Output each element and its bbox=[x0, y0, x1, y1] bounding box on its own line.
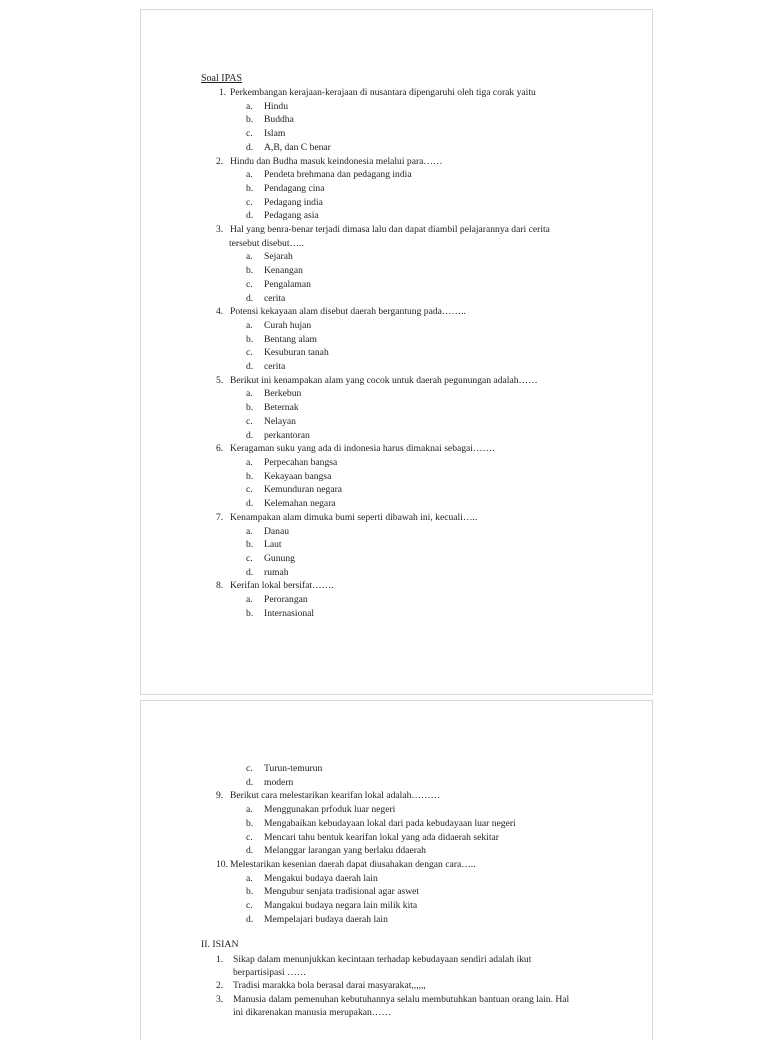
question-text: Berikut cara melestarikan kearifan lokal adalah……… bbox=[230, 790, 441, 802]
answer-option bbox=[141, 182, 652, 196]
option-letter: b. bbox=[246, 817, 254, 829]
question-item bbox=[141, 223, 652, 237]
document-page-2 bbox=[140, 700, 653, 1040]
isian-text: Tradisi marakka bola berasal darai masyarakat,,,,,, bbox=[233, 980, 426, 992]
option-text: Mangakui budaya negara lain milik kita bbox=[264, 900, 418, 912]
answer-option bbox=[141, 250, 652, 264]
option-text: Islam bbox=[264, 128, 286, 140]
option-text: Mempelajari budaya daerah lain bbox=[264, 913, 388, 925]
question-text-continued: tersebut disebut….. bbox=[229, 237, 304, 249]
option-letter: a. bbox=[246, 388, 253, 400]
answer-option bbox=[141, 831, 652, 845]
option-letter: d. bbox=[246, 566, 254, 578]
option-letter: b. bbox=[246, 886, 254, 898]
question-text: Melestarikan kesenian daerah dapat diusahakan dengan cara….. bbox=[230, 858, 476, 870]
option-text: modern bbox=[264, 776, 294, 788]
option-letter: c. bbox=[246, 128, 253, 140]
option-text: Sejarah bbox=[264, 251, 293, 263]
answer-option bbox=[141, 913, 652, 927]
answer-option bbox=[141, 292, 652, 306]
question-number: 5. bbox=[216, 374, 224, 386]
option-text: Gunung bbox=[264, 552, 295, 564]
option-text: Curah hujan bbox=[264, 319, 312, 331]
question-text: Perkembangan kerajaan-kerajaan di nusantara dipengaruhi oleh tiga corak yaitu bbox=[230, 87, 536, 98]
option-text: cerita bbox=[264, 361, 286, 373]
answer-option bbox=[141, 127, 652, 141]
question-number: 4. bbox=[216, 306, 224, 318]
document-title: Soal IPAS bbox=[201, 73, 243, 84]
option-text: Pedagang asia bbox=[264, 210, 319, 222]
question-number: 10. bbox=[216, 858, 228, 870]
option-text: Perorangan bbox=[264, 594, 308, 606]
isian-number: 1. bbox=[216, 954, 224, 965]
option-letter: d. bbox=[246, 210, 254, 222]
option-letter: b. bbox=[246, 607, 254, 619]
isian-item bbox=[141, 993, 652, 1006]
question-text: Hindu dan Budha masuk keindonesia melalui para…… bbox=[230, 155, 443, 167]
option-letter: d. bbox=[246, 913, 254, 925]
option-letter: b. bbox=[246, 333, 254, 345]
answer-option bbox=[141, 844, 652, 858]
question-item bbox=[141, 86, 652, 100]
option-letter: d. bbox=[246, 361, 254, 373]
option-text: Kesuburan tanah bbox=[264, 347, 329, 359]
question-number: 6. bbox=[216, 443, 224, 455]
isian-number: 3. bbox=[216, 993, 224, 1005]
option-letter: c. bbox=[246, 552, 253, 564]
option-letter: a. bbox=[246, 100, 253, 112]
option-letter: d. bbox=[246, 141, 254, 153]
question-text: Keragaman suku yang ada di indonesia harus dimaknai sebagai……. bbox=[230, 443, 495, 455]
answer-option bbox=[141, 803, 652, 817]
answer-option bbox=[141, 415, 652, 429]
option-text: Mengakui budaya daerah lain bbox=[264, 872, 378, 884]
option-text: Turun-temurun bbox=[264, 763, 323, 774]
answer-option bbox=[141, 525, 652, 539]
answer-option bbox=[141, 113, 652, 127]
isian-list bbox=[141, 953, 652, 1019]
question-text: Berikut ini kenampakan alam yang cocok untuk daerah pegunungan adalah…… bbox=[230, 374, 538, 386]
question-text: Potensi kekayaan alam disebut daerah bergantung pada…….. bbox=[230, 306, 466, 318]
answer-option bbox=[141, 429, 652, 443]
option-text: Melanggar larangan yang berlaku ddaerah bbox=[264, 845, 426, 857]
option-letter: c. bbox=[246, 196, 253, 208]
answer-option bbox=[141, 319, 652, 333]
answer-option bbox=[141, 762, 652, 776]
answer-option bbox=[141, 885, 652, 899]
option-text: Bentang alam bbox=[264, 333, 318, 345]
option-letter: d. bbox=[246, 292, 254, 304]
option-text: Kelemahan negara bbox=[264, 498, 336, 510]
document-page-1 bbox=[140, 9, 653, 695]
option-letter: b. bbox=[246, 402, 254, 414]
isian-text-continued: ini dikarenakan manusia merupakan…… bbox=[233, 1006, 391, 1018]
option-letter: d. bbox=[246, 776, 254, 788]
option-text: A,B, dan C benar bbox=[264, 141, 331, 153]
option-text: Perpecahan bangsa bbox=[264, 456, 338, 468]
option-letter: b. bbox=[246, 265, 254, 277]
answer-option bbox=[141, 387, 652, 401]
option-letter: d. bbox=[246, 498, 254, 510]
question-list-continued bbox=[141, 762, 652, 926]
option-text: Kekayaan bangsa bbox=[264, 470, 332, 482]
question-text: Kenampakan alam dimuka bumi seperti dibawah ini, kecuali….. bbox=[230, 511, 478, 523]
option-text: Danau bbox=[264, 525, 290, 537]
option-letter: d. bbox=[246, 845, 254, 857]
isian-text: Sikap dalam menunjukkan kecintaan terhadap kebudayaan sendiri adalah ikut bbox=[233, 954, 532, 965]
option-text: Mencari tahu bentuk kearifan lokal yang ada didaerah sekitar bbox=[264, 831, 499, 843]
option-letter: d. bbox=[246, 429, 254, 441]
answer-option bbox=[141, 776, 652, 790]
answer-option bbox=[141, 593, 652, 607]
answer-option bbox=[141, 552, 652, 566]
option-text: Internasional bbox=[264, 607, 315, 619]
option-letter: c. bbox=[246, 484, 253, 496]
option-text: Pendeta brehmana dan pedagang india bbox=[264, 169, 412, 181]
isian-item bbox=[141, 953, 652, 966]
question-number: 7. bbox=[216, 511, 224, 523]
question-number: 1. bbox=[219, 87, 227, 98]
question-item bbox=[141, 579, 652, 593]
question-number: 3. bbox=[216, 224, 224, 236]
answer-option bbox=[141, 497, 652, 511]
option-text: Mengubur senjata tradisional agar aswet bbox=[264, 886, 420, 898]
option-letter: a. bbox=[246, 594, 253, 606]
option-text: Pedagang india bbox=[264, 196, 323, 208]
option-letter: c. bbox=[246, 900, 253, 912]
question-number: 9. bbox=[216, 790, 224, 802]
question-item bbox=[141, 374, 652, 388]
question-text: Kerifan lokal bersifat……. bbox=[230, 580, 334, 592]
answer-option bbox=[141, 470, 652, 484]
option-text: Buddha bbox=[264, 114, 294, 126]
isian-text-continued: berpartisipasi …… bbox=[233, 967, 307, 979]
answer-option bbox=[141, 346, 652, 360]
answer-option bbox=[141, 196, 652, 210]
isian-text: Manusia dalam pemenuhan kebutuhannya selalu membutuhkan bantuan orang lain. Hal bbox=[233, 993, 570, 1005]
option-letter: a. bbox=[246, 872, 253, 884]
option-text: Kemunduran negara bbox=[264, 484, 343, 496]
option-text: Hindu bbox=[264, 100, 288, 112]
option-letter: b. bbox=[246, 470, 254, 482]
isian-item bbox=[141, 979, 652, 992]
answer-option bbox=[141, 209, 652, 223]
answer-option bbox=[141, 333, 652, 347]
answer-option bbox=[141, 817, 652, 831]
option-text: Laut bbox=[264, 539, 282, 551]
option-text: Kenangan bbox=[264, 265, 303, 277]
option-letter: a. bbox=[246, 525, 253, 537]
option-text: rumah bbox=[264, 566, 289, 578]
answer-option bbox=[141, 141, 652, 155]
question-text: Hal yang benra-benar terjadi dimasa lalu dan dapat diambil pelajarannya dari cerita bbox=[230, 224, 550, 236]
option-text: cerita bbox=[264, 292, 286, 304]
answer-option bbox=[141, 100, 652, 114]
option-letter: a. bbox=[246, 251, 253, 263]
question-item bbox=[141, 155, 652, 169]
answer-option bbox=[141, 607, 652, 621]
question-list bbox=[141, 86, 652, 620]
section-title-isian: II. ISIAN bbox=[201, 939, 239, 950]
option-letter: b. bbox=[246, 182, 254, 194]
option-letter: b. bbox=[246, 539, 254, 551]
option-text: Berkebun bbox=[264, 388, 302, 400]
option-text: Pendagang cina bbox=[264, 182, 325, 194]
option-text: Pengalaman bbox=[264, 278, 311, 290]
question-item bbox=[141, 789, 652, 803]
answer-option bbox=[141, 264, 652, 278]
answer-option bbox=[141, 899, 652, 913]
option-text: Mengabaikan kebudayaan lokal dari pada kebudayaan luar negeri bbox=[264, 817, 516, 829]
question-number: 2. bbox=[216, 155, 224, 167]
answer-option bbox=[141, 566, 652, 580]
option-letter: c. bbox=[246, 831, 253, 843]
option-letter: c. bbox=[246, 347, 253, 359]
question-item bbox=[141, 858, 652, 872]
answer-option bbox=[141, 538, 652, 552]
option-text: perkantoran bbox=[264, 429, 310, 441]
option-letter: a. bbox=[246, 804, 253, 816]
answer-option bbox=[141, 872, 652, 886]
option-letter: a. bbox=[246, 319, 253, 331]
answer-option bbox=[141, 278, 652, 292]
question-number: 8. bbox=[216, 580, 224, 592]
question-item bbox=[141, 442, 652, 456]
answer-option bbox=[141, 483, 652, 497]
option-letter: c. bbox=[246, 763, 253, 774]
answer-option bbox=[141, 360, 652, 374]
option-letter: a. bbox=[246, 169, 253, 181]
option-letter: c. bbox=[246, 278, 253, 290]
option-letter: c. bbox=[246, 415, 253, 427]
answer-option bbox=[141, 456, 652, 470]
option-text: Menggunakan prfoduk luar negeri bbox=[264, 804, 396, 816]
question-item bbox=[141, 305, 652, 319]
option-letter: a. bbox=[246, 456, 253, 468]
option-letter: b. bbox=[246, 114, 254, 126]
option-text: Beternak bbox=[264, 402, 299, 414]
question-item bbox=[141, 511, 652, 525]
answer-option bbox=[141, 168, 652, 182]
isian-number: 2. bbox=[216, 980, 224, 992]
answer-option bbox=[141, 401, 652, 415]
option-text: Nelayan bbox=[264, 415, 296, 427]
